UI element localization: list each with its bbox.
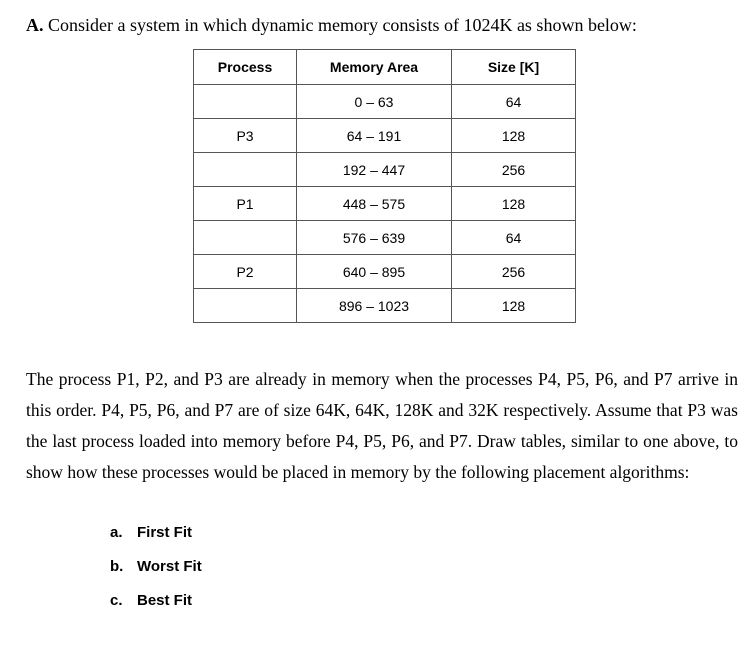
size-cell: 64 <box>452 221 576 255</box>
list-marker: c. <box>110 592 123 609</box>
algorithm-list <box>110 522 202 624</box>
question-heading <box>26 14 637 36</box>
memory-area-cell: 448 – 575 <box>297 187 452 221</box>
size-cell: 128 <box>452 187 576 221</box>
memory-area-cell: 640 – 895 <box>297 255 452 289</box>
memory-area-cell: 576 – 639 <box>297 221 452 255</box>
table-row <box>194 85 576 119</box>
table-row <box>194 221 576 255</box>
list-item <box>110 556 202 590</box>
memory-area-cell: 192 – 447 <box>297 153 452 187</box>
size-cell: 256 <box>452 255 576 289</box>
table-row <box>194 153 576 187</box>
process-cell <box>194 85 297 119</box>
header-size: Size [K] <box>452 50 576 85</box>
list-marker: a. <box>110 524 123 541</box>
memory-area-cell: 896 – 1023 <box>297 289 452 323</box>
size-cell: 64 <box>452 85 576 119</box>
process-cell: P1 <box>194 187 297 221</box>
memory-table <box>193 49 576 323</box>
process-cell: P2 <box>194 255 297 289</box>
algorithm-label: First Fit <box>137 524 192 541</box>
problem-description: The process P1, P2, and P3 are already in memory when the processes P4, P5, P6, and P7 arrive in this order. P4, P5, P6, and P7 are of size 64K, 64K, 128K and 32K respectively. Assume that P3 was the last process loaded into memory before P4, P5, P6, and P7. Draw tables, similar to one above, to show how these processes would be placed in memory by the following placement algorithms: <box>26 369 738 482</box>
size-cell: 256 <box>452 153 576 187</box>
header-process: Process <box>194 50 297 85</box>
algorithm-label: Best Fit <box>137 592 193 609</box>
table-row <box>194 289 576 323</box>
header-memory-area: Memory Area <box>297 50 452 85</box>
question-label: A. <box>26 15 44 35</box>
list-item <box>110 522 202 556</box>
table-row <box>194 187 576 221</box>
algorithm-label: Worst Fit <box>137 558 202 575</box>
process-cell <box>194 289 297 323</box>
list-marker: b. <box>110 558 124 575</box>
size-cell: 128 <box>452 289 576 323</box>
memory-area-cell: 64 – 191 <box>297 119 452 153</box>
question-text: Consider a system in which dynamic memory consists of 1024K as shown below: <box>48 15 637 35</box>
table-row <box>194 255 576 289</box>
process-cell <box>194 221 297 255</box>
process-cell: P3 <box>194 119 297 153</box>
table-row <box>194 119 576 153</box>
process-cell <box>194 153 297 187</box>
list-item <box>110 590 202 624</box>
size-cell: 128 <box>452 119 576 153</box>
memory-area-cell: 0 – 63 <box>297 85 452 119</box>
table-header-row <box>194 50 576 85</box>
